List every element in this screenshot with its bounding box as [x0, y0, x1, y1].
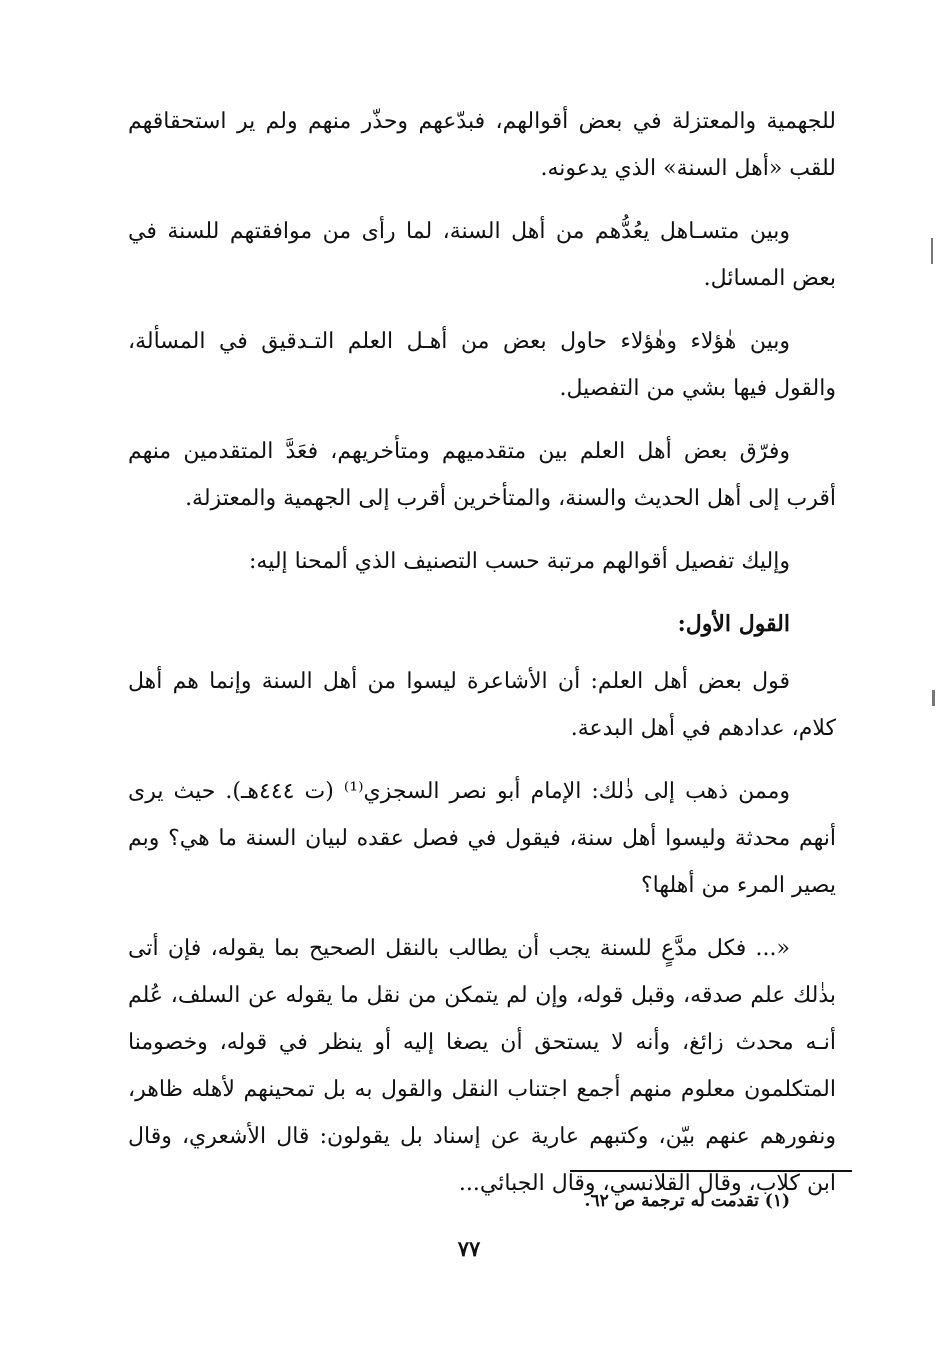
paragraph-4: وفرّق بعض أهل العلم بين متقدميهم ومتأخريهم، فعَدَّ المتقدمين منهم أقرب إلى أهل الحديث والسنة، والمتأخرين أقرب إلى الجهمية والمعتزلة.	[128, 439, 836, 511]
paragraph-3: وبين هٰؤلاء وهٰؤلاء حاول بعض من أهـل العلم التـدقيق في المسألة، والقول فيها بشي من التفصيل.	[128, 329, 836, 401]
scan-margin-mark	[932, 690, 935, 706]
main-text	[128, 98, 836, 1223]
paragraph-6: قول بعض أهل العلم: أن الأشاعرة ليسوا من أهل السنة وإنما هم أهل كلام، عدادهم في أهل البدعة.	[128, 669, 836, 741]
page-number: ٧٧	[457, 1236, 481, 1261]
paragraph-1: للجهمية والمعتزلة في بعض أقوالهم، فبدّعهم وحذّر منهم ولم ير استحقاقهم للقب «أهل السنة» الذي يدعونه.	[128, 109, 836, 181]
section-heading: القول الأول:	[677, 611, 790, 637]
paragraph-5: وإليك تفصيل أقوالهم مرتبة حسب التصنيف الذي ألمحنا إليه:	[249, 549, 790, 574]
footnote: (١) تقدمت له ترجمة ص ٦٢.	[584, 1191, 790, 1211]
paragraph-2: وبين متسـاهل يعُدُّهم من أهل السنة، لما رأى من موافقتهم للسنة في بعض المسائل.	[128, 219, 836, 291]
quotation-paragraph: «... فكل مدَّعٍ للسنة يجب أن يطالب بالنقل الصحيح بما يقوله، فإن أتى بذٰلك علم صدقه، وقبل قوله، وإن لم يتمكن من نقل ما يقوله عن السلف، عُلم أنـه محدث زائغ، وأنه لا يستحق أن يصغا إليه أو ينظر في قوله، وخصومنا المتكلمون معلوم منهم أجمع اجتناب النقل والقول به بل تمحينهم لأهله ظاهر، ونفورهم عنهم بيّن، وكتبهم عارية عن إسناد بل يقولون: قال الأشعري، وقال ابن كلاب، وقال القلانسي، وقال الجبائي...	[128, 936, 836, 1196]
footnote-separator	[570, 1170, 852, 1172]
scan-margin-mark	[931, 238, 933, 264]
paragraph-7: وممن ذهب إلى ذٰلك: الإمام أبو نصر السجزي⁽¹⁾ (ت ٤٤٤هـ). حيث يرى أنهم محدثة وليسوا أهل سنة، فيقول في فصل عقده لبيان السنة ما هي؟ وبم يصير المرء من أهلها؟	[128, 779, 836, 898]
